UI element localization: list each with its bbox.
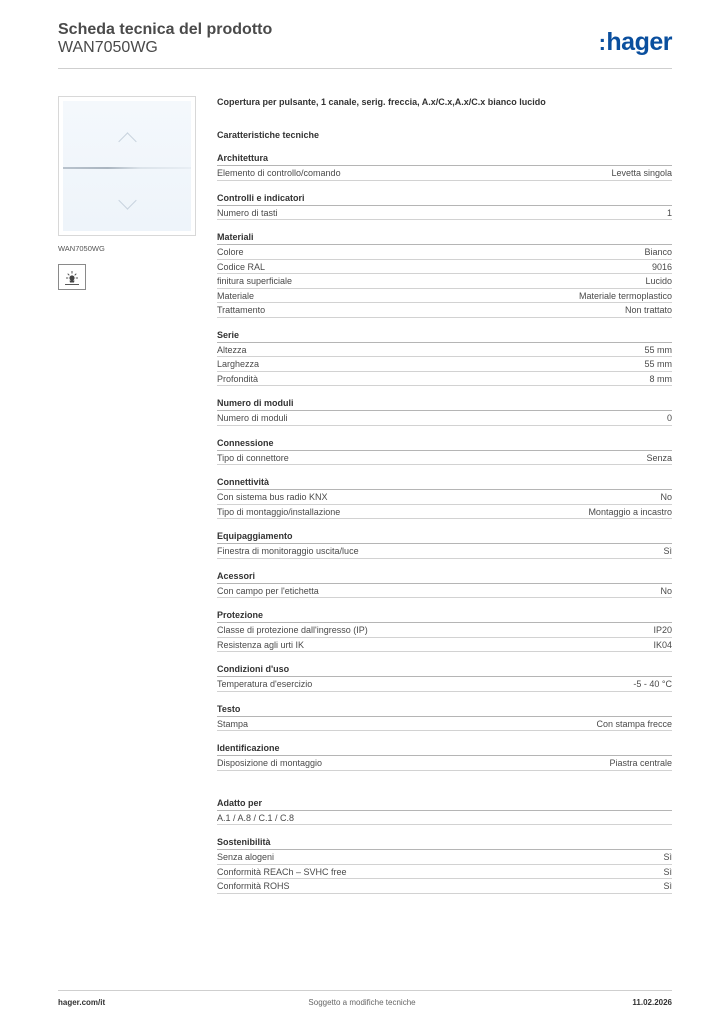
- spec-label: Colore: [217, 247, 244, 257]
- spec-value: No: [660, 492, 672, 502]
- spec-value: Con stampa frecce: [596, 718, 672, 729]
- spec-group-title: Protezione: [217, 609, 672, 623]
- spec-group-title: Condizioni d'uso: [217, 663, 672, 677]
- spec-group: [217, 703, 672, 732]
- spec-group: [217, 192, 672, 221]
- spec-value: Senza: [646, 452, 672, 463]
- spec-group-title: Controlli e indicatori: [217, 192, 672, 206]
- logo-prefix: :: [598, 30, 606, 55]
- spec-group: [217, 797, 672, 826]
- spec-value: Sì: [663, 881, 672, 891]
- spec-label: Classe di protezione dall'ingresso (IP): [217, 625, 368, 635]
- spec-label: Trattamento: [217, 305, 266, 315]
- spec-row: [217, 811, 672, 826]
- spec-label: Larghezza: [217, 359, 260, 369]
- spec-row: [217, 638, 672, 653]
- spec-row: [217, 850, 672, 865]
- spec-row: [217, 490, 672, 505]
- product-description: Copertura per pulsante, 1 canale, serig. freccia, A.x/C.x,A.x/C.x bianco lucido: [217, 97, 546, 107]
- spec-row: [217, 756, 672, 771]
- spec-value: Materiale termoplastico: [578, 290, 672, 301]
- spec-value: IK04: [653, 639, 672, 650]
- spec-row: [217, 289, 672, 304]
- spec-label: Tipo di montaggio/installazione: [217, 506, 341, 517]
- spec-row: [217, 544, 672, 559]
- spec-group: [217, 609, 672, 652]
- arrow-down-icon: [118, 191, 136, 209]
- spec-group-title: Connessione: [217, 437, 672, 451]
- spec-group-title: Testo: [217, 703, 672, 717]
- spec-group-title: Architettura: [217, 152, 672, 166]
- spec-label: Elemento di controllo/comando: [217, 168, 341, 178]
- spec-label: Altezza: [217, 344, 247, 355]
- spec-group: [217, 742, 672, 771]
- spec-group-title: Identificazione: [217, 742, 672, 756]
- spec-label: Codice RAL: [217, 261, 266, 272]
- spec-row: [217, 411, 672, 426]
- spec-label: finitura superficiale: [217, 276, 293, 286]
- spec-group: [217, 397, 672, 426]
- spec-label: Conformità ROHS: [217, 881, 290, 891]
- spec-value: Lucido: [645, 276, 672, 286]
- spec-label: Con sistema bus radio KNX: [217, 492, 328, 502]
- header-divider: [58, 68, 672, 69]
- footer-divider: [58, 990, 672, 991]
- spec-row: [217, 677, 672, 692]
- spec-label: Resistenza agli urti IK: [217, 639, 305, 650]
- spec-group: [217, 836, 672, 894]
- switch-cover-face: [63, 101, 191, 231]
- spec-group: [217, 570, 672, 599]
- spec-row: [217, 451, 672, 466]
- hager-logo: [599, 28, 672, 57]
- spec-value: Sì: [663, 852, 672, 862]
- spec-group: [217, 152, 672, 181]
- spec-label: A.1 / A.8 / C.1 / C.8: [217, 812, 295, 823]
- spec-value: 9016: [651, 261, 672, 272]
- spec-group: [217, 329, 672, 387]
- spec-row: [217, 357, 672, 372]
- switch-divider-line: [63, 167, 191, 169]
- spec-group-title: Equipaggiamento: [217, 530, 672, 544]
- spec-group-title: Materiali: [217, 231, 672, 245]
- specs-heading: Caratteristiche tecniche: [217, 130, 320, 140]
- spec-row: [217, 303, 672, 318]
- spec-group-title: Serie: [217, 329, 672, 343]
- spec-value: Piastra centrale: [609, 758, 672, 768]
- spec-value: Bianco: [644, 247, 672, 257]
- spec-row: [217, 206, 672, 221]
- image-caption: WAN7050WG: [58, 244, 105, 253]
- product-image: [58, 96, 196, 236]
- spec-label: Con campo per l'etichetta: [217, 585, 319, 596]
- footer-date: 11.02.2026: [632, 998, 672, 1007]
- spec-label: Numero di moduli: [217, 413, 288, 423]
- logo-text: hager: [606, 28, 672, 56]
- spec-value: Non trattato: [624, 305, 672, 315]
- spec-value: 55 mm: [644, 359, 672, 369]
- spec-label: Temperatura d'esercizio: [217, 679, 313, 689]
- spec-label: Finestra di monitoraggio uscita/luce: [217, 546, 359, 556]
- spec-value: 1: [666, 207, 672, 218]
- spec-groups: [217, 152, 672, 894]
- spec-value: 8 mm: [649, 373, 672, 384]
- page-title: Scheda tecnica del prodotto: [58, 21, 273, 38]
- spec-value: Montaggio a incastro: [588, 506, 672, 517]
- spec-value: Levetta singola: [611, 168, 672, 178]
- spec-group-title: Adatto per: [217, 797, 672, 811]
- spec-group-title: Numero di moduli: [217, 397, 672, 411]
- footer-note: Soggetto a modifiche tecniche: [308, 998, 416, 1007]
- arrow-up-icon: [118, 132, 136, 150]
- spec-row: [217, 505, 672, 520]
- spec-value: 55 mm: [644, 344, 672, 355]
- spec-row: [217, 343, 672, 358]
- spec-value: Sì: [663, 546, 672, 556]
- spec-row: [217, 865, 672, 880]
- spec-value: IP20: [653, 625, 672, 635]
- spec-group-title: Connettività: [217, 476, 672, 490]
- spec-group: [217, 530, 672, 559]
- spec-group: [217, 476, 672, 519]
- spec-value: No: [660, 585, 672, 596]
- spec-row: [217, 166, 672, 181]
- spec-label: Profondità: [217, 373, 259, 384]
- spec-value: Sì: [663, 866, 672, 877]
- spec-row: [217, 584, 672, 599]
- spec-group: [217, 663, 672, 692]
- spec-label: Senza alogeni: [217, 852, 275, 862]
- spec-row: [217, 717, 672, 732]
- spec-value: -5 - 40 °C: [633, 679, 672, 689]
- spec-group-title: Acessori: [217, 570, 672, 584]
- product-code: WAN7050WG: [58, 39, 158, 56]
- spec-value: 0: [666, 413, 672, 423]
- spec-sheet: [217, 96, 672, 894]
- spec-row: [217, 274, 672, 289]
- spec-label: Stampa: [217, 718, 249, 729]
- footer-website[interactable]: hager.com/it: [58, 998, 106, 1007]
- spec-row: [217, 372, 672, 387]
- spec-row: [217, 260, 672, 275]
- spec-row: [217, 623, 672, 638]
- spec-label: Conformità REACh – SVHC free: [217, 866, 347, 877]
- spec-group-title: Sostenibilità: [217, 836, 672, 850]
- light-bulb-icon: [58, 264, 86, 290]
- spec-row: [217, 245, 672, 260]
- spec-group: [217, 231, 672, 318]
- spec-label: Disposizione di montaggio: [217, 758, 323, 768]
- spec-label: Tipo di connettore: [217, 452, 289, 463]
- spec-label: Numero di tasti: [217, 207, 278, 218]
- spec-row: [217, 879, 672, 894]
- spec-group: [217, 437, 672, 466]
- spec-label: Materiale: [217, 290, 255, 301]
